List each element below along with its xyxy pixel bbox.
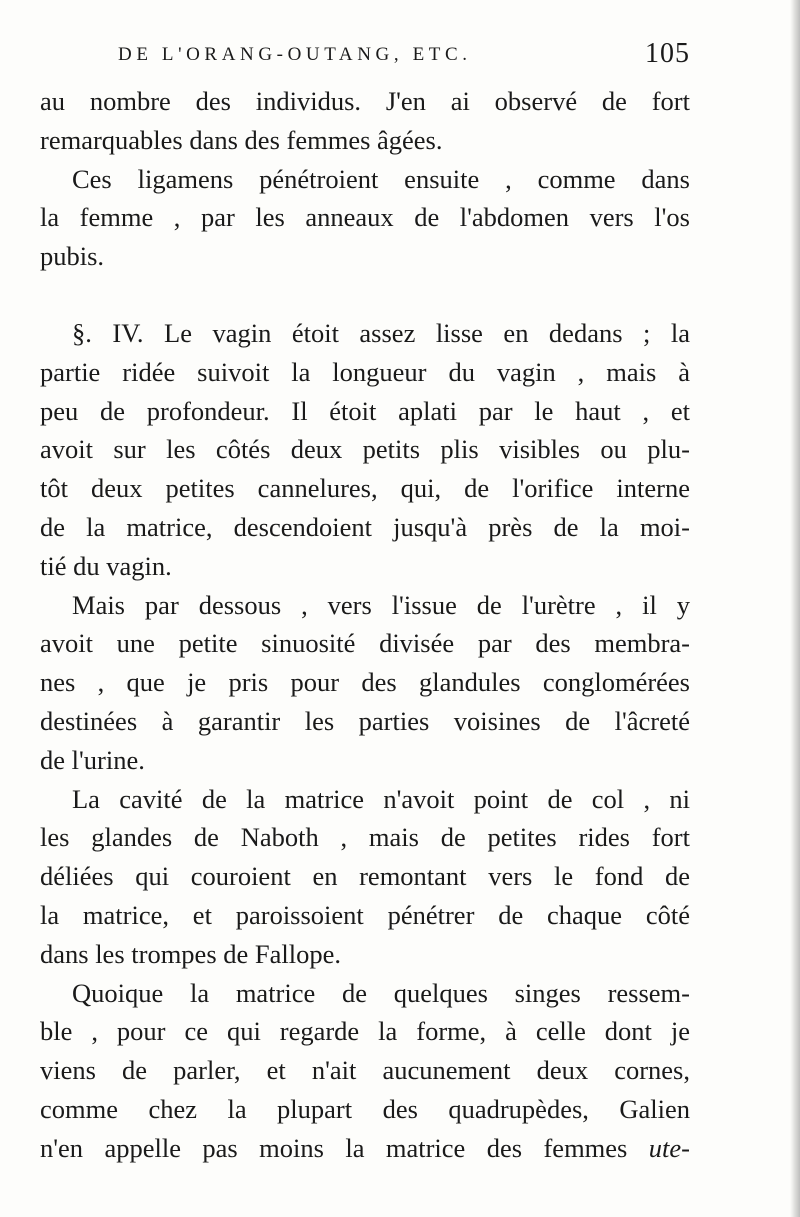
text-line: avoit une petite sinuosité divisée par des membra- (40, 628, 690, 659)
paragraph (40, 160, 690, 276)
running-head-title: DE L'ORANG-OUTANG, ETC. (118, 44, 472, 65)
text-body (40, 82, 690, 1168)
paragraph (40, 586, 690, 780)
text-line: tié du vagin. (40, 550, 172, 581)
text-line: pubis. (40, 241, 105, 272)
running-head (118, 40, 690, 80)
paragraph (40, 82, 690, 160)
text-line: au nombre des individus. J'en ai observé de fort (40, 86, 690, 116)
text-line: destinées à garantir les parties voisines de l'âcreté (40, 705, 690, 736)
text-line: de l'urine. (40, 744, 145, 775)
text-line: la matrice, et paroissoient pénétrer de chaque côté (40, 899, 690, 930)
text-line: remarquables dans des femmes âgées. (40, 124, 443, 155)
text-line: La cavité de la matrice n'avoit point de col , ni (72, 783, 690, 814)
text-line: nes , que je pris pour des glandules conglomérées (40, 667, 690, 698)
text-line: les glandes de Naboth , mais de petites rides fort (40, 822, 690, 853)
paragraph (40, 974, 690, 1168)
paragraph (40, 314, 690, 586)
text-line: de la matrice, descendoient jusqu'à près de la moi- (40, 511, 690, 542)
text-line: ble , pour ce qui regarde la forme, à celle dont je (40, 1016, 690, 1047)
text-line: déliées qui couroient en remontant vers le fond de (40, 861, 690, 892)
paragraph (40, 780, 690, 974)
page-number: 105 (645, 38, 690, 69)
text-line: tôt deux petites cannelures, qui, de l'orifice interne (40, 473, 690, 504)
text-line: partie ridée suivoit la longueur du vagin , mais à (40, 356, 690, 387)
text-line-with-italic-end (40, 1129, 690, 1168)
text-line: dans les trompes de Fallope. (40, 938, 342, 969)
text-line: avoit sur les côtés deux petits plis visibles ou plu- (40, 434, 690, 465)
text-line: Quoique la matrice de quelques singes ressem- (72, 977, 690, 1008)
text-line: Mais par dessous , vers l'issue de l'urètre , il y (72, 589, 690, 620)
text-line: viens de parler, et n'ait aucunement deux cornes, (40, 1055, 690, 1086)
text-line: comme chez la plupart des quadrupèdes, Galien (40, 1093, 690, 1124)
text-line: §. IV. Le vagin étoit assez lisse en dedans ; la (72, 317, 690, 348)
text-line: la femme , par les anneaux de l'abdomen vers l'os (40, 202, 690, 233)
text-line: peu de profondeur. Il étoit aplati par le haut , et (40, 395, 690, 426)
text-line: Ces ligamens pénétroient ensuite , comme dans (72, 163, 690, 194)
italic-hyphenated-word: ute- (648, 1132, 690, 1163)
text-line-main: n'en appelle pas moins la matrice des femmes (40, 1132, 628, 1163)
page-edge-shadow (790, 0, 800, 1217)
